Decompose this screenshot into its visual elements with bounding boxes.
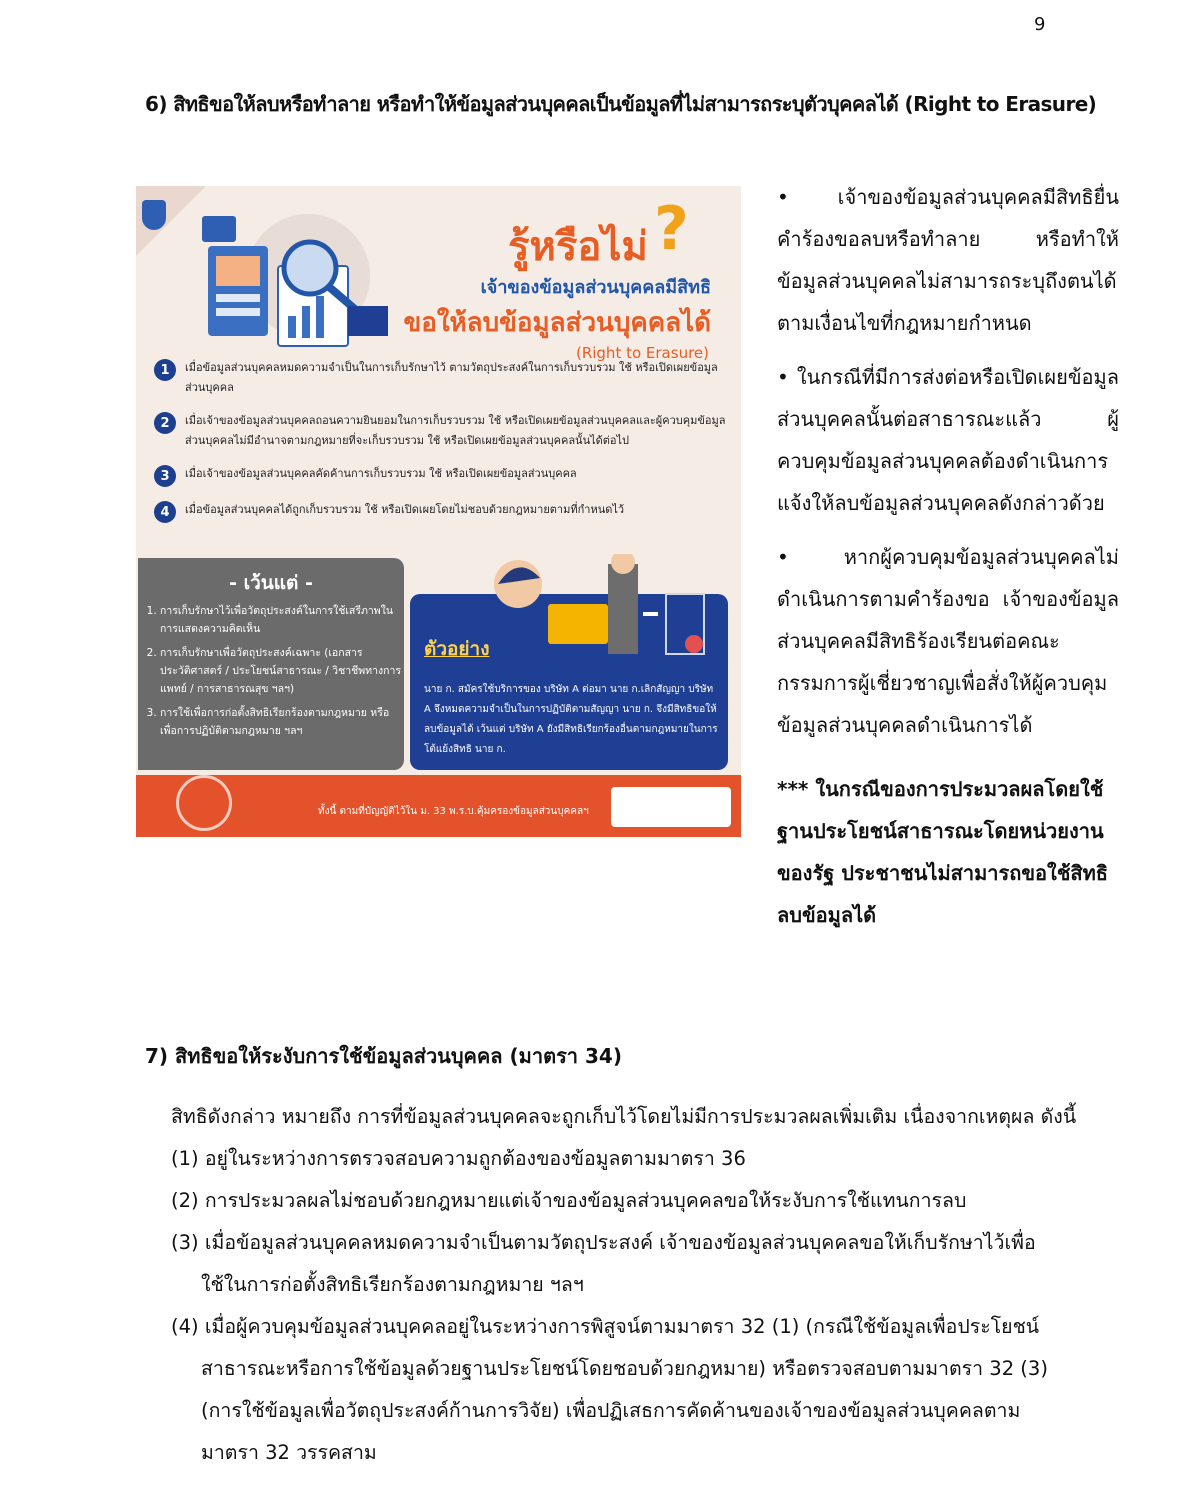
body-line: ใช้ในการก่อตั้งสิทธิเรียกร้องตามกฎหมาย ฯลฯ	[201, 1273, 584, 1296]
bullet-paragraph: • หากผู้ควบคุมข้อมูลส่วนบุคคลไม่ดำเนินการตามคำร้องขอ เจ้าของข้อมูลส่วนบุคคลมีสิทธิร้องเรียนต่อคณะกรรมการผู้เชี่ยวชาญเพื่อสั่งให้ผู้ควบคุมข้อมูลส่วนบุคคลดำเนินการได้	[777, 545, 1119, 737]
section-7-heading: 7) สิทธิขอให้ระงับการใช้ข้อมูลส่วนบุคคล (มาตรา 34)	[145, 1044, 622, 1068]
agency-logo	[611, 787, 731, 827]
item-text: เมื่อข้อมูลส่วนบุคคลหมดความจำเป็นในการเก็บรักษาไว้ ตามวัตถุประสงค์ในการเก็บรวบรวม ใช้ หรือเปิดเผยข้อมูลส่วนบุคคล	[185, 361, 718, 394]
body-line: (3) เมื่อข้อมูลส่วนบุคคลหมดความจำเป็นตามวัตถุประสงค์ เจ้าของข้อมูลส่วนบุคคลขอให้เก็บรักษาไว้เพื่อ	[171, 1231, 1036, 1254]
infographic-title: รู้หรือไม่	[508, 224, 648, 270]
item-number: 2	[154, 412, 176, 434]
item-text: เมื่อเจ้าของข้อมูลส่วนบุคคลถอนความยินยอมในการเก็บรวบรวม ใช้ หรือเปิดเผยข้อมูลส่วนบุคคลและผู้ควบคุมข้อมูลส่วนบุคคลไม่มีอำนาจตามกฎหมายที่จะเก็บรวบรวม ใช้ หรือเปิดเผยข้อมูลส่วนบุคคลนั้นได้ต่อไป	[185, 414, 726, 447]
data-analysis-illustration	[198, 206, 398, 356]
exception-item: 3. การใช้เพื่อการก่อตั้งสิทธิเรียกร้องตามกฎหมาย หรือเพื่อการปฏิบัติตามกฎหมาย ฯลฯ	[160, 704, 404, 740]
item-number: 1	[154, 359, 176, 381]
exceptions-box	[138, 558, 404, 770]
item-number: 4	[154, 501, 176, 523]
list-item	[154, 464, 729, 487]
erasure-explanation	[777, 176, 1119, 758]
item-text: เมื่อเจ้าของข้อมูลส่วนบุคคลคัดค้านการเก็บรวบรวม ใช้ หรือเปิดเผยข้อมูลส่วนบุคคล	[185, 467, 577, 480]
exception-item: 2. การเก็บรักษาเพื่อวัตถุประสงค์เฉพาะ (เอกสารประวัติศาสตร์ / ประโยชน์สาธารณะ / วิชาชีพทางการแพทย์ / การสาธารณสุข ฯลฯ)	[160, 644, 404, 698]
example-box	[410, 594, 728, 770]
body-line: สาธารณะหรือการใช้ข้อมูลด้วยฐานประโยชน์โดยชอบด้วยกฎหมาย) หรือตรวจสอบตามมาตรา 32 (3)	[201, 1357, 1048, 1380]
body-line: (1) อยู่ในระหว่างการตรวจสอบความถูกต้องของข้อมูลตามมาตรา 36	[171, 1147, 746, 1170]
item-text: เมื่อข้อมูลส่วนบุคคลได้ถูกเก็บรวบรวม ใช้ หรือเปิดเผยโดยไม่ชอบด้วยกฎหมายตามที่กำหนดไว้	[185, 503, 625, 516]
item-number: 3	[154, 465, 176, 487]
section-7-body	[171, 1096, 1077, 1474]
public-interest-note: *** ในกรณีของการประมวลผลโดยใช้ฐานประโยชน์สาธารณะโดยหน่วยงานของรัฐ ประชาชนไม่สามารถขอใช้สิทธิลบข้อมูลได้	[777, 777, 1108, 927]
list-item	[154, 500, 729, 523]
body-line: (4) เมื่อผู้ควบคุมข้อมูลส่วนบุคคลอยู่ในระหว่างการพิสูจน์ตามมาตรา 32 (1) (กรณีใช้ข้อมูลเพื่อประโยชน์	[171, 1315, 1040, 1338]
infographic-subtitle-1: เจ้าของข้อมูลส่วนบุคคลมีสิทธิ	[480, 277, 711, 298]
list-item	[154, 358, 729, 398]
body-line: มาตรา 32 วรรคสาม	[201, 1441, 377, 1464]
shield-icon	[142, 200, 166, 230]
erasure-conditions-list	[154, 358, 729, 536]
bullet-paragraph: • ในกรณีที่มีการส่งต่อหรือเปิดเผยข้อมูลส่วนบุคคลนั้นต่อสาธารณะแล้ว ผู้ควบคุมข้อมูลส่วนบุคคลต้องดำเนินการแจ้งให้ลบข้อมูลส่วนบุคคลดังกล่าวด้วย	[777, 365, 1119, 515]
question-mark-icon: ?	[654, 194, 689, 264]
power-ring-icon	[176, 775, 232, 831]
body-line: (2) การประมวลผลไม่ชอบด้วยกฎหมายแต่เจ้าของข้อมูลส่วนบุคคลขอให้ระงับการใช้แทนการลบ	[171, 1189, 967, 1212]
body-line: สิทธิดังกล่าว หมายถึง การที่ข้อมูลส่วนบุคคลจะถูกเก็บไว้โดยไม่มีการประมวลผลเพิ่มเติม เนื่องจากเหตุผล ดังนี้	[171, 1105, 1077, 1128]
infographic-subtitle-2: ขอให้ลบข้อมูลส่วนบุคคลได้	[403, 308, 711, 338]
right-to-erasure-infographic	[136, 186, 741, 837]
infographic-footer	[136, 775, 741, 837]
section-6-heading: 6) สิทธิขอให้ลบหรือทำลาย หรือทำให้ข้อมูลส่วนบุคคลเป็นข้อมูลที่ไม่สามารถระบุตัวบุคคลได้ (Right to Erasure)	[145, 92, 1097, 116]
exceptions-title: - เว้นแต่ -	[229, 572, 313, 594]
example-text: นาย ก. สมัครใช้บริการของ บริษัท A ต่อมา นาย ก.เลิกสัญญา บริษัท A จึงหมดความจำเป็นในการปฏิบัติตามสัญญา นาย ก. จึงมีสิทธิขอให้ลบข้อมูลได้ เว้นแต่ บริษัท A ยังมีสิทธิเรียกร้องอื่นตามกฎหมายในการโต้แย้งสิทธิ นาย ก.	[424, 684, 718, 755]
footer-text: ทั้งนี้ ตามที่บัญญัติไว้ใน ม. 33 พ.ร.บ.คุ้มครองข้อมูลส่วนบุคคลฯ	[318, 806, 589, 817]
list-item	[154, 411, 729, 451]
person-laptop-illustration	[488, 554, 708, 674]
page-number: 9	[1034, 14, 1046, 35]
infographic-subtitle-en: (Right to Erasure)	[575, 344, 709, 362]
example-title: ตัวอย่าง	[424, 638, 490, 660]
bullet-paragraph: • เจ้าของข้อมูลส่วนบุคคลมีสิทธิยื่นคำร้องขอลบหรือทำลาย หรือทำให้ข้อมูลส่วนบุคคลไม่สามารถระบุถึงตนได้ตามเงื่อนไขที่กฎหมายกำหนด	[777, 185, 1119, 335]
exception-item: 1. การเก็บรักษาไว้เพื่อวัตถุประสงค์ในการใช้เสรีภาพในการแสดงความคิดเห็น	[160, 602, 404, 638]
body-line: (การใช้ข้อมูลเพื่อวัตถุประสงค์ก้านการวิจัย) เพื่อปฏิเสธการคัดค้านของเจ้าของข้อมูลส่วนบุคคลตาม	[201, 1399, 1021, 1422]
